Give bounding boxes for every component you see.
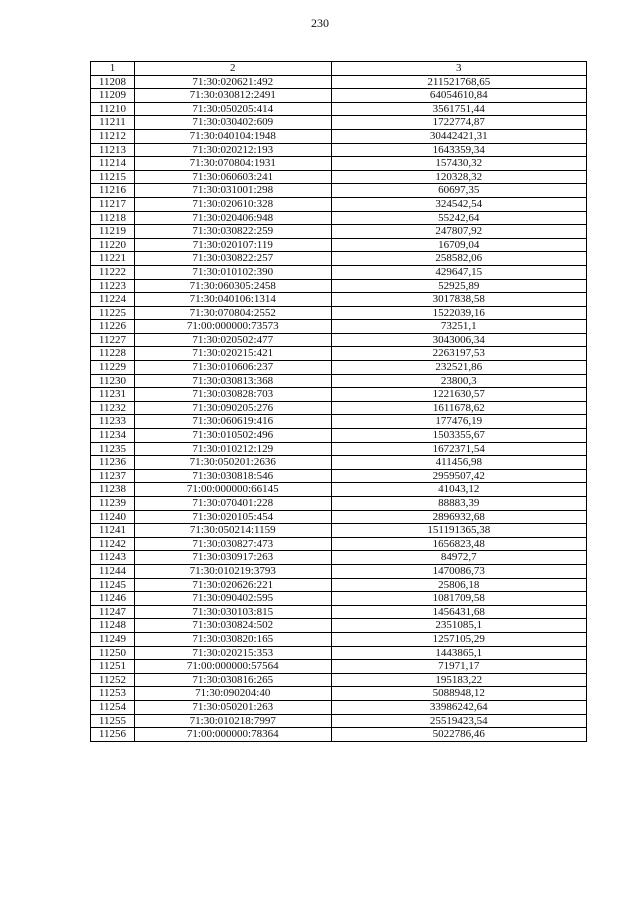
cadastral-number-cell: 71:30:020502:477 (134, 333, 331, 347)
table-row (91, 564, 587, 578)
table-row (91, 497, 587, 511)
value-cell: 211521768,65 (331, 75, 586, 89)
row-number-cell: 11209 (91, 89, 135, 103)
table-row (91, 116, 587, 130)
value-cell: 2896932,68 (331, 510, 586, 524)
row-number-cell: 11225 (91, 306, 135, 320)
cadastral-number-cell: 71:30:030917:263 (134, 551, 331, 565)
row-number-cell: 11252 (91, 673, 135, 687)
row-number-cell: 11218 (91, 211, 135, 225)
cadastral-number-cell: 71:30:030812:2491 (134, 89, 331, 103)
table-row (91, 415, 587, 429)
value-cell: 1456431,68 (331, 605, 586, 619)
table-row (91, 143, 587, 157)
cadastral-number-cell: 71:30:050201:2636 (134, 456, 331, 470)
cadastral-number-cell: 71:30:010102:390 (134, 265, 331, 279)
row-number-cell: 11237 (91, 469, 135, 483)
table-row (91, 320, 587, 334)
row-number-cell: 11223 (91, 279, 135, 293)
column-header: 2 (134, 62, 331, 76)
row-number-cell: 11236 (91, 456, 135, 470)
table-row (91, 265, 587, 279)
table-row (91, 211, 587, 225)
row-number-cell: 11251 (91, 660, 135, 674)
row-number-cell: 11242 (91, 537, 135, 551)
table-row (91, 578, 587, 592)
cadastral-number-cell: 71:30:060619:416 (134, 415, 331, 429)
cadastral-number-cell: 71:30:070401:228 (134, 497, 331, 511)
value-cell: 1722774,87 (331, 116, 586, 130)
value-cell: 258582,06 (331, 252, 586, 266)
cadastral-number-cell: 71:30:020626:221 (134, 578, 331, 592)
cadastral-number-cell: 71:30:050205:414 (134, 102, 331, 116)
value-cell: 5088948,12 (331, 687, 586, 701)
value-cell: 2959507,42 (331, 469, 586, 483)
value-cell: 429647,15 (331, 265, 586, 279)
value-cell: 195183,22 (331, 673, 586, 687)
table-row (91, 469, 587, 483)
cadastral-number-cell: 71:30:031001:298 (134, 184, 331, 198)
cadastral-number-cell: 71:30:020610:328 (134, 197, 331, 211)
cadastral-number-cell: 71:30:090204:40 (134, 687, 331, 701)
cadastral-number-cell: 71:30:040106:1314 (134, 293, 331, 307)
cadastral-number-cell: 71:00:000000:66145 (134, 483, 331, 497)
cadastral-number-cell: 71:30:030820:165 (134, 632, 331, 646)
value-cell: 232521,86 (331, 361, 586, 375)
table-row (91, 333, 587, 347)
row-number-cell: 11228 (91, 347, 135, 361)
table-row (91, 442, 587, 456)
row-number-cell: 11235 (91, 442, 135, 456)
value-cell: 177476,19 (331, 415, 586, 429)
table-row (91, 524, 587, 538)
table-row (91, 197, 587, 211)
table-row (91, 687, 587, 701)
table-row (91, 347, 587, 361)
cadastral-number-cell: 71:30:010502:496 (134, 429, 331, 443)
cadastral-number-cell: 71:00:000000:78364 (134, 728, 331, 742)
value-cell: 1470086,73 (331, 564, 586, 578)
row-number-cell: 11227 (91, 333, 135, 347)
table-row (91, 170, 587, 184)
value-cell: 1643359,34 (331, 143, 586, 157)
cadastral-number-cell: 71:00:000000:57564 (134, 660, 331, 674)
table-row (91, 374, 587, 388)
row-number-cell: 11216 (91, 184, 135, 198)
table-row (91, 75, 587, 89)
cadastral-number-cell: 71:30:010212:129 (134, 442, 331, 456)
table-row (91, 225, 587, 239)
table-row (91, 605, 587, 619)
table-row (91, 279, 587, 293)
row-number-cell: 11229 (91, 361, 135, 375)
cadastral-number-cell: 71:30:070804:2552 (134, 306, 331, 320)
cadastral-number-cell: 71:30:070804:1931 (134, 157, 331, 171)
cadastral-number-cell: 71:30:090402:595 (134, 592, 331, 606)
row-number-cell: 11241 (91, 524, 135, 538)
value-cell: 411456,98 (331, 456, 586, 470)
value-cell: 3561751,44 (331, 102, 586, 116)
value-cell: 64054610,84 (331, 89, 586, 103)
value-cell: 5022786,46 (331, 728, 586, 742)
row-number-cell: 11230 (91, 374, 135, 388)
cadastral-number-cell: 71:30:060603:241 (134, 170, 331, 184)
cadastral-number-cell: 71:30:030827:473 (134, 537, 331, 551)
cadastral-number-cell: 71:30:030103:815 (134, 605, 331, 619)
cadastral-number-cell: 71:30:030816:265 (134, 673, 331, 687)
row-number-cell: 11244 (91, 564, 135, 578)
row-number-cell: 11234 (91, 429, 135, 443)
cadastral-number-cell: 71:30:020621:492 (134, 75, 331, 89)
row-number-cell: 11226 (91, 320, 135, 334)
row-number-cell: 11222 (91, 265, 135, 279)
row-number-cell: 11220 (91, 238, 135, 252)
cadastral-number-cell: 71:30:030824:502 (134, 619, 331, 633)
row-number-cell: 11221 (91, 252, 135, 266)
table-row (91, 700, 587, 714)
column-header: 3 (331, 62, 586, 76)
cadastral-number-cell: 71:30:010219:3793 (134, 564, 331, 578)
cadastral-number-cell: 71:30:030822:257 (134, 252, 331, 266)
row-number-cell: 11238 (91, 483, 135, 497)
value-cell: 88883,39 (331, 497, 586, 511)
cadastral-number-cell: 71:30:040104:1948 (134, 129, 331, 143)
row-number-cell: 11245 (91, 578, 135, 592)
value-cell: 23800,3 (331, 374, 586, 388)
table-row (91, 361, 587, 375)
table-row (91, 293, 587, 307)
table-row (91, 728, 587, 742)
value-cell: 84972,7 (331, 551, 586, 565)
value-cell: 3017838,58 (331, 293, 586, 307)
row-number-cell: 11239 (91, 497, 135, 511)
value-cell: 41043,12 (331, 483, 586, 497)
row-number-cell: 11211 (91, 116, 135, 130)
value-cell: 1443865,1 (331, 646, 586, 660)
row-number-cell: 11233 (91, 415, 135, 429)
table-row (91, 673, 587, 687)
table-header-row (91, 62, 587, 76)
value-cell: 1503355,67 (331, 429, 586, 443)
value-cell: 157430,32 (331, 157, 586, 171)
cadastral-number-cell: 71:30:060305:2458 (134, 279, 331, 293)
cadastral-number-cell: 71:30:020105:454 (134, 510, 331, 524)
value-cell: 73251,1 (331, 320, 586, 334)
table-row (91, 401, 587, 415)
value-cell: 71971,17 (331, 660, 586, 674)
cadastral-number-cell: 71:30:020212:193 (134, 143, 331, 157)
table-row (91, 157, 587, 171)
table-body (91, 75, 587, 741)
cadastral-number-cell: 71:30:010606:237 (134, 361, 331, 375)
value-cell: 33986242,64 (331, 700, 586, 714)
row-number-cell: 11215 (91, 170, 135, 184)
row-number-cell: 11243 (91, 551, 135, 565)
row-number-cell: 11208 (91, 75, 135, 89)
table-row (91, 429, 587, 443)
row-number-cell: 11214 (91, 157, 135, 171)
value-cell: 1656823,48 (331, 537, 586, 551)
table-row (91, 129, 587, 143)
table-row (91, 714, 587, 728)
cadastral-number-cell: 71:30:020406:948 (134, 211, 331, 225)
row-number-cell: 11249 (91, 632, 135, 646)
cadastral-number-cell: 71:30:090205:276 (134, 401, 331, 415)
row-number-cell: 11250 (91, 646, 135, 660)
value-cell: 1672371,54 (331, 442, 586, 456)
table-row (91, 632, 587, 646)
table-row (91, 551, 587, 565)
value-cell: 1522039,16 (331, 306, 586, 320)
value-cell: 2351085,1 (331, 619, 586, 633)
table-row (91, 537, 587, 551)
value-cell: 1257105,29 (331, 632, 586, 646)
row-number-cell: 11210 (91, 102, 135, 116)
value-cell: 247807,92 (331, 225, 586, 239)
table-row (91, 102, 587, 116)
table-row (91, 646, 587, 660)
row-number-cell: 11231 (91, 388, 135, 402)
cadastral-number-cell: 71:30:030828:703 (134, 388, 331, 402)
value-cell: 151191365,38 (331, 524, 586, 538)
row-number-cell: 11256 (91, 728, 135, 742)
cadastral-number-cell: 71:30:030402:609 (134, 116, 331, 130)
row-number-cell: 11224 (91, 293, 135, 307)
value-cell: 30442421,31 (331, 129, 586, 143)
table-row (91, 306, 587, 320)
value-cell: 1611678,62 (331, 401, 586, 415)
table-row (91, 619, 587, 633)
value-cell: 1081709,58 (331, 592, 586, 606)
cadastral-number-cell: 71:30:030822:259 (134, 225, 331, 239)
row-number-cell: 11246 (91, 592, 135, 606)
page-number: 230 (311, 16, 329, 30)
value-cell: 25806,18 (331, 578, 586, 592)
table-row (91, 483, 587, 497)
table-row (91, 184, 587, 198)
row-number-cell: 11219 (91, 225, 135, 239)
value-cell: 324542,54 (331, 197, 586, 211)
value-cell: 3043006,34 (331, 333, 586, 347)
cadastral-number-cell: 71:30:020215:421 (134, 347, 331, 361)
row-number-cell: 11248 (91, 619, 135, 633)
cadastral-number-cell: 71:30:050201:263 (134, 700, 331, 714)
cadastral-number-cell: 71:30:020107:119 (134, 238, 331, 252)
row-number-cell: 11255 (91, 714, 135, 728)
row-number-cell: 11212 (91, 129, 135, 143)
value-cell: 60697,35 (331, 184, 586, 198)
column-header: 1 (91, 62, 135, 76)
cadastral-number-cell: 71:30:020215:353 (134, 646, 331, 660)
table-row (91, 252, 587, 266)
row-number-cell: 11247 (91, 605, 135, 619)
row-number-cell: 11217 (91, 197, 135, 211)
table-row (91, 456, 587, 470)
row-number-cell: 11253 (91, 687, 135, 701)
data-table (90, 61, 587, 742)
cadastral-number-cell: 71:30:010218:7997 (134, 714, 331, 728)
value-cell: 52925,89 (331, 279, 586, 293)
row-number-cell: 11232 (91, 401, 135, 415)
table-row (91, 592, 587, 606)
row-number-cell: 11240 (91, 510, 135, 524)
value-cell: 2263197,53 (331, 347, 586, 361)
row-number-cell: 11254 (91, 700, 135, 714)
cadastral-number-cell: 71:30:030818:546 (134, 469, 331, 483)
row-number-cell: 11213 (91, 143, 135, 157)
table-row (91, 238, 587, 252)
cadastral-number-cell: 71:30:050214:1159 (134, 524, 331, 538)
value-cell: 25519423,54 (331, 714, 586, 728)
cadastral-number-cell: 71:00:000000:73573 (134, 320, 331, 334)
table-row (91, 510, 587, 524)
value-cell: 16709,04 (331, 238, 586, 252)
value-cell: 1221630,57 (331, 388, 586, 402)
table-row (91, 89, 587, 103)
table-row (91, 660, 587, 674)
value-cell: 120328,32 (331, 170, 586, 184)
value-cell: 55242,64 (331, 211, 586, 225)
table-row (91, 388, 587, 402)
cadastral-number-cell: 71:30:030813:368 (134, 374, 331, 388)
